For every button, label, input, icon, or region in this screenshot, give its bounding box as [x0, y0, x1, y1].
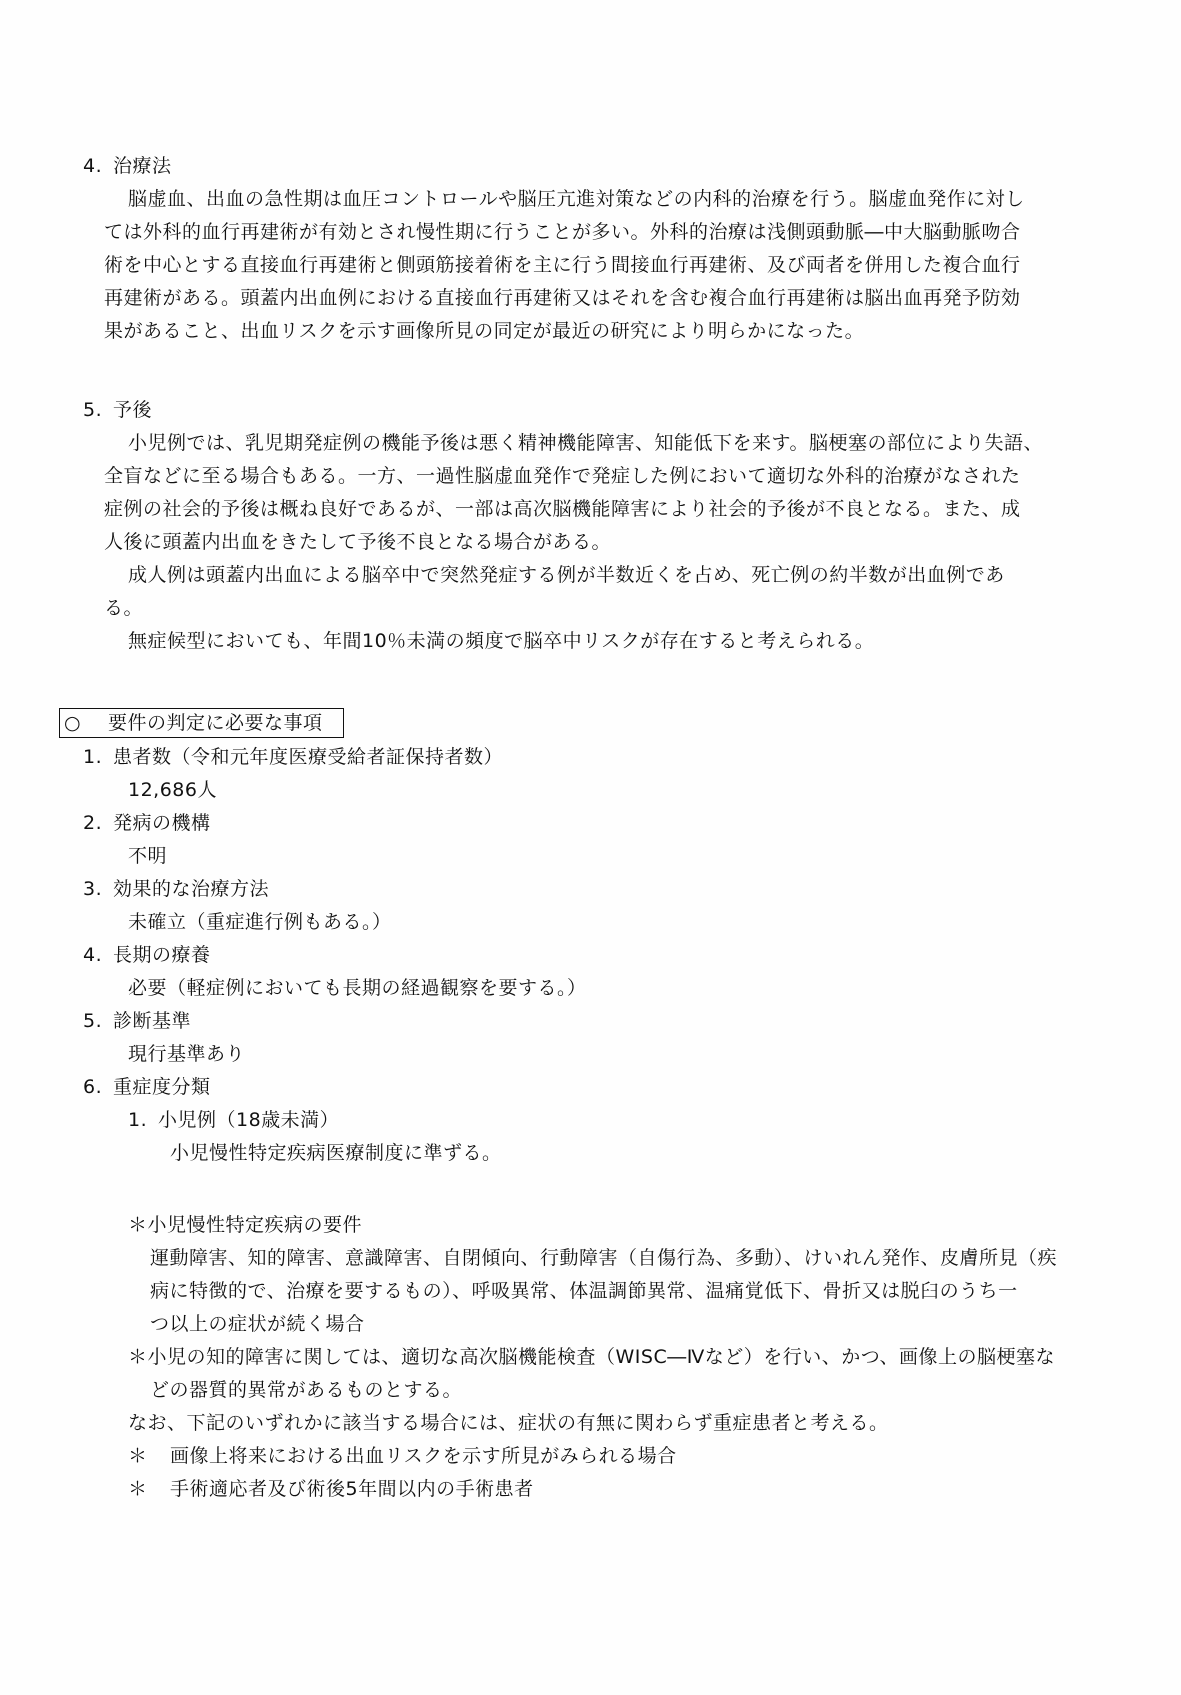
- note-heading: ＊小児慢性特定疾病の要件: [128, 1214, 363, 1236]
- subitem-title: 小児例（18歳未満）: [158, 1109, 340, 1131]
- requirement-item-title: [83, 877, 269, 901]
- requirement-item-value: 必要（軽症例においても長期の経過観察を要する。）: [128, 977, 587, 999]
- item-number: 1.: [83, 746, 103, 768]
- paragraph-line: 無症候型においても、年間10％未満の頻度で脳卒中リスクが存在すると考えられる。: [128, 630, 875, 652]
- note-line: 運動障害、知的障害、意識障害、自閉傾向、行動障害（自傷行為、多動）、けいれん発作、皮膚所見（疾: [150, 1247, 1058, 1269]
- section-title: 治療法: [113, 155, 172, 177]
- requirement-item-value: 12,686人: [128, 779, 217, 801]
- asterisk-bullet-icon: ＊: [128, 1445, 148, 1467]
- item-title: 患者数（令和元年度医療受給者証保持者数）: [113, 746, 504, 768]
- requirement-item-title: [83, 811, 211, 835]
- paragraph-line: 成人例は頭蓋内出血による脳卒中で突然発症する例が半数近くを占め、死亡例の約半数が出血例であ: [128, 564, 1005, 586]
- paragraph-line: 症例の社会的予後は概ね良好であるが、一部は高次脳機能障害により社会的予後が不良となる。また、成: [104, 498, 1021, 520]
- note-line: 病に特徴的で、治療を要するもの）、呼吸異常、体温調節異常、温痛覚低下、骨折又は脱臼のうち一: [150, 1280, 1018, 1302]
- circle-bullet-icon: ○: [64, 712, 82, 734]
- item-title: 効果的な治療方法: [113, 878, 270, 900]
- section-number: 5.: [83, 399, 103, 421]
- requirement-item-title: [83, 1075, 211, 1099]
- item-title: 重症度分類: [113, 1076, 211, 1098]
- requirement-item-value: 未確立（重症進行例もある。）: [128, 911, 392, 933]
- item-number: 6.: [83, 1076, 103, 1098]
- bullet-text: 手術適応者及び術後5年間以内の手術患者: [170, 1478, 534, 1500]
- section-heading-prognosis: [83, 398, 152, 422]
- requirements-title: 要件の判定に必要な事項: [108, 712, 323, 734]
- note-line: ＊小児の知的障害に関しては、適切な高次脳機能検査（WISC―Ⅳなど）を行い、かつ、画像上の脳梗塞な: [128, 1346, 1055, 1368]
- section-title: 予後: [113, 399, 153, 421]
- requirement-item-title: [83, 745, 503, 769]
- bullet-item: [128, 1444, 677, 1468]
- requirement-item-value: 不明: [128, 845, 168, 867]
- item-title: 長期の療養: [113, 944, 211, 966]
- requirement-item-title: [83, 943, 211, 967]
- item-title: 診断基準: [113, 1010, 192, 1032]
- paragraph-line: 全盲などに至る場合もある。一方、一過性脳虚血発作で発症した例において適切な外科的治療がなされた: [104, 465, 1021, 487]
- paragraph-line: 果があること、出血リスクを示す画像所見の同定が最近の研究により明らかになった。: [104, 320, 865, 342]
- item-number: 2.: [83, 812, 103, 834]
- severity-subitem-title: [128, 1108, 339, 1132]
- paragraph-line: る。: [104, 597, 144, 619]
- note-line: どの器質的異常があるものとする。: [150, 1379, 463, 1401]
- subitem-number: 1.: [128, 1109, 148, 1131]
- paragraph-line: 術を中心とする直接血行再建術と側頭筋接着術を主に行う間接血行再建術、及び両者を併用した複合血行: [104, 254, 1021, 276]
- item-number: 3.: [83, 878, 103, 900]
- paragraph-line: 再建術がある。頭蓋内出血例における直接血行再建術又はそれを含む複合血行再建術は脳出血再発予防効: [104, 287, 1021, 309]
- item-number: 4.: [83, 944, 103, 966]
- paragraph-line: ては外科的血行再建術が有効とされ慢性期に行うことが多い。外科的治療は浅側頭動脈―中大脳動脈吻合: [104, 221, 1021, 243]
- requirement-item-title: [83, 1009, 191, 1033]
- bullet-item: [128, 1477, 534, 1501]
- paragraph-line: 脳虚血、出血の急性期は血圧コントロールや脳圧亢進対策などの内科的治療を行う。脳虚血発作に対し: [128, 188, 1025, 210]
- section-number: 4.: [83, 155, 103, 177]
- section-heading-treatment: [83, 154, 172, 178]
- requirements-heading-box: [59, 708, 344, 738]
- note-line: なお、下記のいずれかに該当する場合には、症状の有無に関わらず重症患者と考える。: [128, 1412, 889, 1434]
- asterisk-bullet-icon: ＊: [128, 1478, 148, 1500]
- severity-subitem-value: 小児慢性特定疾病医療制度に準ずる。: [170, 1142, 502, 1164]
- requirements-heading: [64, 711, 323, 735]
- paragraph-line: 小児例では、乳児期発症例の機能予後は悪く精神機能障害、知能低下を来す。脳梗塞の部位により失語、: [128, 432, 1043, 454]
- bullet-text: 画像上将来における出血リスクを示す所見がみられる場合: [170, 1445, 677, 1467]
- item-number: 5.: [83, 1010, 103, 1032]
- note-line: つ以上の症状が続く場合: [150, 1313, 365, 1335]
- requirement-item-value: 現行基準あり: [128, 1043, 246, 1065]
- item-title: 発病の機構: [113, 812, 211, 834]
- paragraph-line: 人後に頭蓋内出血をきたして予後不良となる場合がある。: [104, 531, 612, 553]
